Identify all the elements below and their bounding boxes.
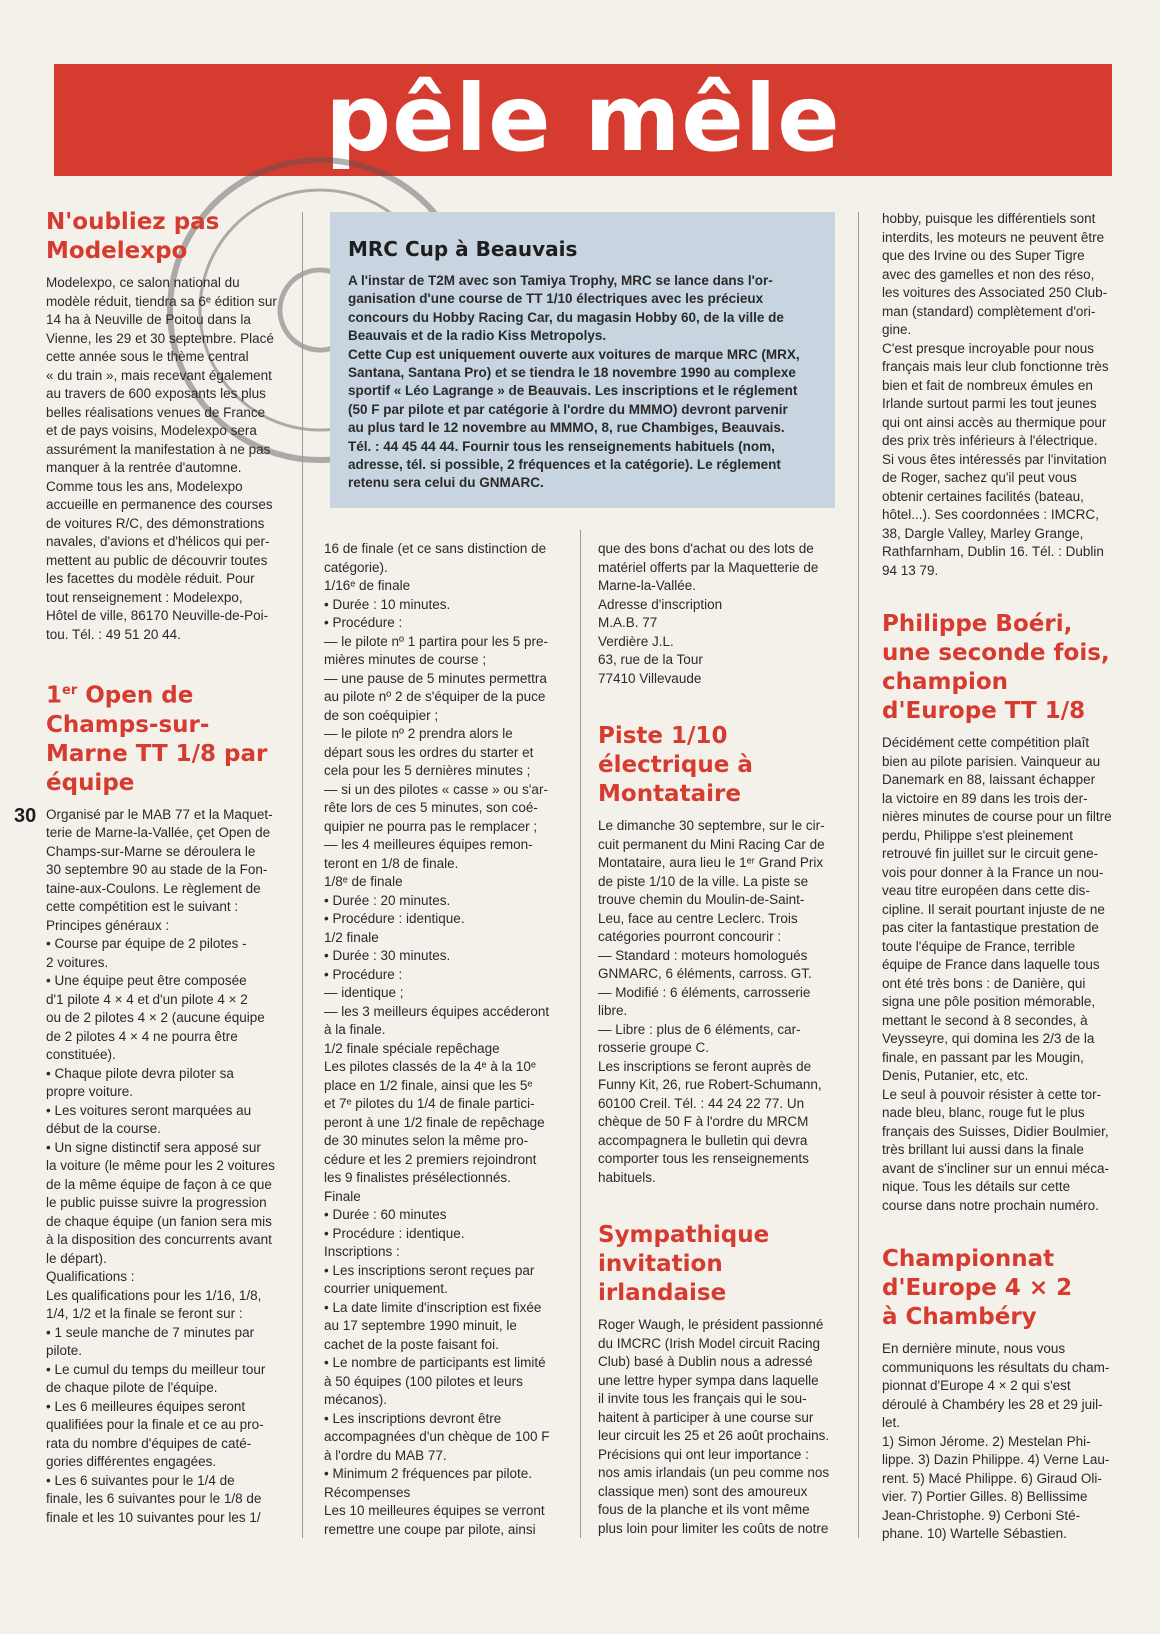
page-number: 30 (14, 805, 37, 827)
column-3 (598, 540, 832, 1538)
article-body-irlandaise: Roger Waugh, le président passionné du IMCRC (Irish Model circuit Racing Club) basé à Dublin nous a adressé une lettre hyper sympa dans laquelle il invite tous les français qui le sou- haitent à participer à une course sur leur circuit les 25 et 26 août prochains. Précisions qui ont leur importance : nos amis irlandais (un peu comme nos classique men) sont des amoureux fous de la planche et ils vont même plus loin pour limiter les coûts de notre (598, 1317, 830, 1536)
article-body-montataire: Le dimanche 30 septembre, sur le cir- cuit permanent du Mini Racing Car de Montataire, aura lieu le 1ᵉʳ Grand Prix de piste 1/10 de la ville. La piste se trouve chemin du Moulin-de-Saint- Leu, face au centre Leclerc. Trois catégories pourront concourir : — Standard : moteurs homologués GNMARC, 6 éléments, carross. GT. — Modifié : 6 éléments, carrosserie libre. — Libre : plus de 6 éléments, car- rosserie groupe C. Les inscriptions se feront auprès de Funny Kit, 26, rue Robert-Schumann, 60100 Creil. Tél. : 44 24 22 77. Un chèque de 50 F à l'ordre du MRCM accompagnera le bulletin qui devra comporter tous les renseignements habituels. (598, 818, 825, 1185)
article-body-open-champs-end: que des bons d'achat ou des lots de matériel offerts par la Maquetterie de Marne-la-Vallée. Adresse d'inscription M.A.B. 77 Verdière J.L. 63, rue de la Tour 77410 Villevaude (598, 541, 819, 686)
article-body-open-champs: Organisé par le MAB 77 et la Maquet- terie de Marne-la-Vallée, çet Open de Champs-sur-Marne se déroulera le 30 septembre 90 au stade de la Fon- taine-aux-Coulons. Le règlement de cette compétition est le suivant : Principes généraux : • Course par équipe de 2 pilotes - 2 voitures. • Une équipe peut être composée d'1 pilote 4 × 4 et d'un pilote 4 × 2 ou de 2 pilotes 4 × 2 (aucune équipe de 2 pilotes 4 × 4 ne pourra être constituée). • Chaque pilote devra piloter sa propre voiture. • Les voitures seront marquées au début de la course. • Un signe distinctif sera apposé sur la voiture (le même pour les 2 voitures de la même équipe de façon à ce que le public puisse suivre la progression de chaque équipe (un fanion sera mis à la disposition des concurrents avant le départ). Qualifications : Les qualifications pour les 1/16, 1/8, 1/4, 1/2 et la finale se feront sur : • 1 seule manche de 7 minutes par pilote. • Le cumul du temps du meilleur tour de chaque pilote de l'équipe. • Les 6 meilleures équipes seront qualifiées pour la finale et ce au pro- rata du nombre d'équipes de caté- gories différentes engagées. • Les 6 suivantes pour le 1/4 de finale, les 6 suivantes pour le 1/8 de finale et les 10 suivantes pour les 1/ (46, 806, 275, 1525)
column-1 (46, 208, 278, 1527)
column-4 (882, 210, 1114, 1544)
section-banner (54, 64, 1112, 176)
article-body-chambery: En dernière minute, nous vous communiquons les résultats du cham- pionnat d'Europe 4 × 2 qui s'est déroulé à Chambéry les 28 et 29 juil- let. 1) Simon Jérome. 2) Mestelan Phi- lippe. 3) Dazin Philippe. 4) Verne Lau- rent. 5) Macé Philippe. 6) Giraud Oli- vier. 7) Portier Gilles. 8) Bellissime Jean-Christophe. 9) Cerboni Sté- phane. 10) Wartelle Sébastien. (882, 1341, 1110, 1541)
article-heading-irlandaise: Sympathique invitation irlandaise (598, 1222, 770, 1306)
article-body-boeri: Décidément cette compétition plaît bien au pilote parisien. Vainqueur au Danemark en 88, laissant échapper la victoire en 89 dans les trois der- nières minutes de course pour un filtre perdu, Philippe s'est pleinement retrouvé fin juillet sur le circuit gene- vois pour donner à la France un nou- veau titre européen dans cette dis- cipline. Il serait pourtant injuste de ne pas citer la fantastique prestation de toute l'équipe de France, terrible équipe de France dans laquelle tous ont été très bons : de Danière, qui signa une pôle position mémorable, mettant le second à 8 secondes, à Veysseyre, qui domina les 2/3 de la finale, en passant par les Mougin, Denis, Putanier, etc, etc. Le seul à pouvoir résister à cette tor- nade bleu, blanc, rouge fut le plus français des Suisses, Didier Boulmier, très brillant lui aussi dans la finale avant de s'incliner sur un ennui méca- nique. Tous les détails sur cette course dans notre prochain numéro. (882, 735, 1112, 1213)
article-heading-modelexpo: N'oubliez pas Modelexpo (46, 209, 220, 264)
article-heading-boeri: Philippe Boéri, une seconde fois, champion d'Europe TT 1/8 (882, 611, 1110, 724)
column-rule (580, 530, 581, 1538)
article-body-open-champs-continued: 16 de finale (et ce sans distinction de catégorie). 1/16ᵉ de finale • Durée : 10 minutes. • Procédure : — le pilote nº 1 partira pour les 5 pre- mières minutes de course ; — une pause de 5 minutes permettra au pilote nº 2 de s'équiper de la puce de son coéquipier ; — le pilote nº 2 prendra alors le départ sous les ordres du starter et cela pour les 5 dernières minutes ; — si un des pilotes « casse » ou s'ar- rête lors de ces 5 minutes, son coé- quipier ne pourra pas le remplacer ; — les 4 meilleures équipes remon- teront en 1/8 de finale. 1/8ᵉ de finale • Durée : 20 minutes. • Procédure : identique. 1/2 finale • Durée : 30 minutes. • Procédure : — identique ; — les 3 meilleurs équipes accéderont à la finale. 1/2 finale spéciale repêchage Les pilotes classés de la 4ᵉ à la 10ᵉ place en 1/2 finale, ainsi que les 5ᵉ et 7ᵉ pilotes du 1/4 de finale partici- peront à une 1/2 finale de repêchage de 30 minutes selon la même pro- cédure et les 2 premiers rejoindront les 9 finalistes présélectionnés. Finale • Durée : 60 minutes • Procédure : identique. Inscriptions : • Les inscriptions seront reçues par courrier uniquement. • La date limite d'inscription est fixée au 17 septembre 1990 minuit, le cachet de la poste faisant foi. • Le nombre de participants est limité à 50 équipes (100 pilotes et leurs mécanos). • Les inscriptions devront être accompagnées d'un chèque de 100 F à l'ordre du MAB 77. • Minimum 2 fréquences par pilote. Récompenses Les 10 meilleures équipes se verront remettre une coupe par pilote, ainsi (324, 541, 550, 1537)
mrc-cup-box (330, 212, 835, 508)
box-body: A l'instar de T2M avec son Tamiya Trophy, MRC se lance dans l'or- ganisation d'une course de TT 1/10 électriques avec les précieux concours du Hobby Racing Car, du magasin Hobby 60, de la ville de Beauvais et de la radio Kiss Metropolys. Cette Cup est uniquement ouverte aux voitures de marque MRC (MRX, Santana, Santana Pro) et se tiendra le 18 novembre 1990 au complexe sportif « Léo Lagrange » de Beauvais. Les inscriptions et le réglement (50 F par pilote et par catégorie à l'ordre du MMMO) devront parvenir au plus tard le 12 novembre au MMMO, 8, rue Chambiges, Beauvais. Tél. : 44 45 44 44. Fournir tous les renseignements habituels (nom, adresse, tél. si possible, 2 fréquences et la catégorie). Le réglement retenu sera celui du GNMARC. (348, 273, 800, 491)
article-body-irlandaise-continued: hobby, puisque les différentiels sont interdits, les moteurs ne peuvent être que des Irvine ou des Super Tigre avec des gamelles et non des réso, les voitures des Associated 250 Club- man (standard) complètement d'ori- gine. C'est presque incroyable pour nous français mais leur club fonctionne très bien et fait de nombreux émules en Irlande surtout parmi les tout jeunes qui ont ainsi accès au thermique pour des prix très inférieurs à l'électrique. Si vous êtes intéressés par l'invitation de Roger, sachez qu'il peut vous obtenir certaines facilités (bateau, hôtel...). Ses coordonnées : IMCRC, 38, Dargle Valley, Marley Grange, Rathfarnham, Dublin 16. Tél. : Dublin 94 13 79. (882, 211, 1109, 578)
heading-number: 1 (46, 682, 63, 709)
box-heading: MRC Cup à Beauvais (348, 237, 578, 261)
column-rule (302, 212, 303, 1538)
heading-text: Open de Champs-sur- Marne TT 1/8 par équipe (46, 682, 268, 796)
article-heading-chambery: Championnat d'Europe 4 × 2 à Chambéry (882, 1246, 1073, 1330)
column-rule (858, 212, 859, 1538)
article-body-modelexpo: Modelexpo, ce salon national du modèle réduit, tiendra sa 6ᵉ édition sur 14 ha à Neuville de Poitou dans la Vienne, les 29 et 30 septembre. Placé cette année sous le thème central « du train », mais recevant également au travers de 600 exposants les plus belles réalisations venues de France et de pays voisins, Modelexpo sera assurément la manifestation à ne pas manquer à la rentrée d'automne. Comme tous les ans, Modelexpo accueille en permanence des courses de voitures R/C, des démonstrations navales, d'avions et d'hélicos qui per- mettent au public de découvrir toutes les facettes du modèle réduit. Pour tout renseignement : Modelexpo, Hôtel de ville, 86170 Neuville-de-Poi- tou. Tél. : 49 51 20 44. (46, 275, 277, 642)
article-heading-montataire: Piste 1/10 électrique à Montataire (598, 723, 753, 807)
banner-title: pêle mêle (325, 65, 841, 172)
heading-ordinal: er (62, 683, 78, 698)
column-2 (324, 540, 560, 1539)
article-heading-open-champs (46, 676, 278, 798)
